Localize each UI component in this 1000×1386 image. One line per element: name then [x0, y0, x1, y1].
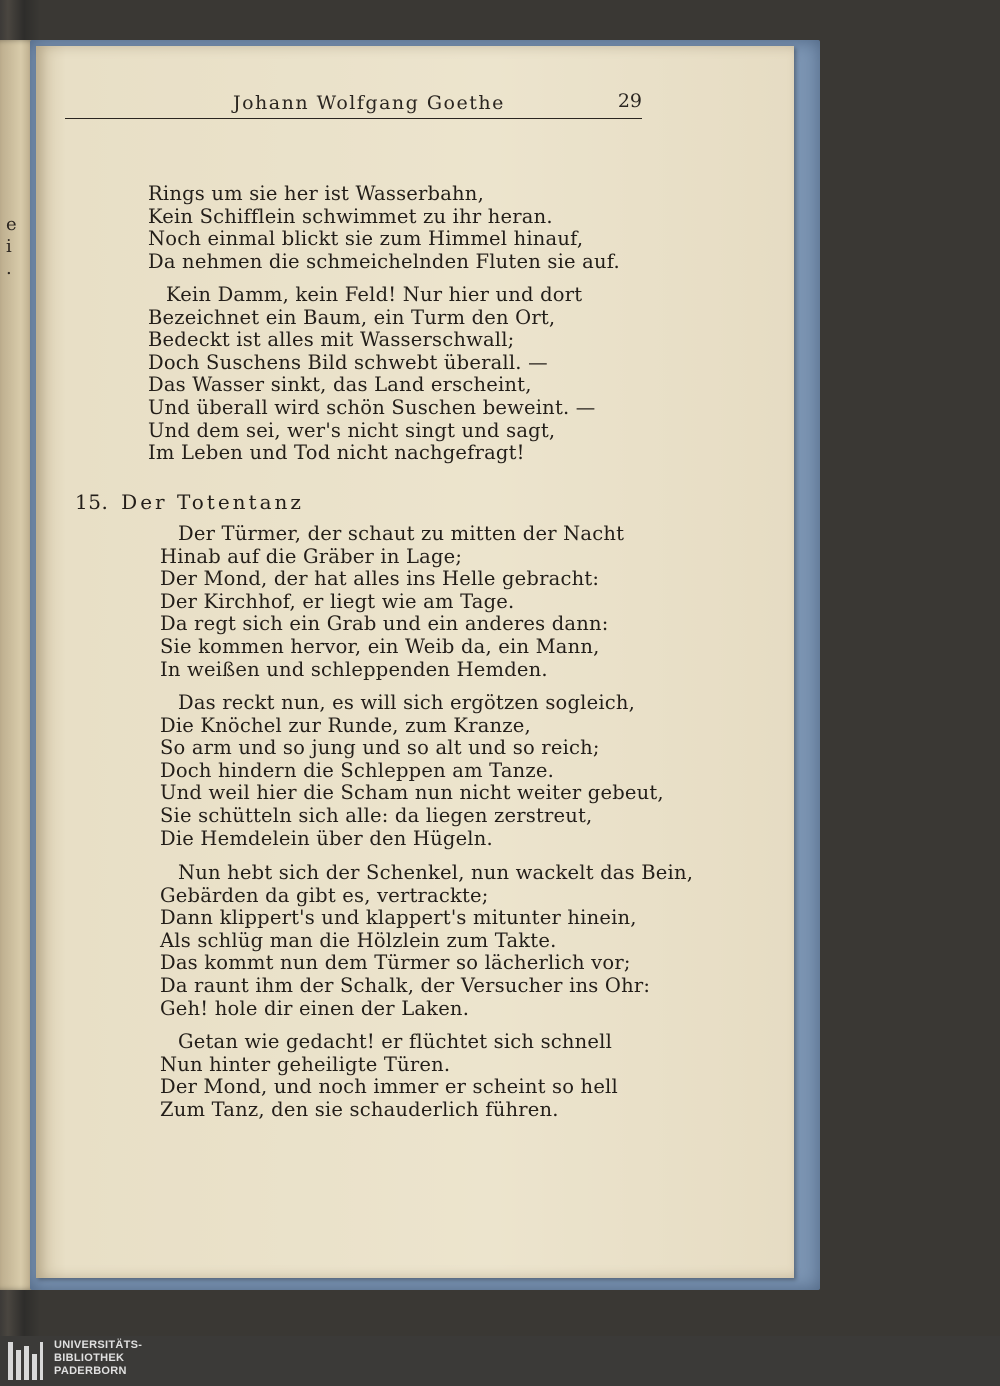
poem-one-stanza-1: [148, 183, 620, 273]
left-page-fragment: i: [6, 236, 12, 257]
verse-line: Geh! hole dir einen der Laken.: [160, 996, 470, 1020]
verse-line: Bedeckt ist alles mit Wasserschwall;: [148, 328, 515, 352]
verse-line: Das Wasser sinkt, das Land erscheint,: [148, 373, 532, 397]
library-bars-icon: [6, 1340, 46, 1382]
library-name-line: PADERBORN: [54, 1365, 127, 1377]
verse-line: Sie schütteln sich alle: da liegen zerstreut,: [160, 803, 593, 827]
poem-two-stanza-2: [160, 692, 664, 850]
verse-line: Doch Suschens Bild schwebt überall. —: [148, 350, 548, 374]
verse-line: Kein Damm, kein Feld! Nur hier und dort: [166, 283, 583, 306]
verse-line: Nun hinter geheiligte Türen.: [160, 1052, 451, 1076]
verse-line: Dann klippert's und klappert's mitunter hinein,: [160, 906, 637, 930]
verse-line: Kein Schifflein schwimmet zu ihr heran.: [148, 204, 553, 228]
verse-line: Zum Tanz, den sie schauderlich führen.: [160, 1097, 559, 1121]
poem-heading: [75, 490, 304, 514]
library-name-line: BIBLIOTHEK: [54, 1352, 125, 1364]
verse-line: Getan wie gedacht! er flüchtet sich schnell: [178, 1030, 613, 1053]
left-page-fragment: .: [6, 258, 12, 279]
verse-line: Die Knöchel zur Runde, zum Kranze,: [160, 713, 531, 737]
running-title: Johann Wolfgang Goethe: [233, 92, 505, 114]
verse-line: Noch einmal blickt sie zum Himmel hinauf,: [148, 227, 584, 251]
verse-line: Nun hebt sich der Schenkel, nun wackelt das Bein,: [178, 861, 694, 884]
poem-one-stanza-2: [148, 284, 595, 465]
verse-line: Die Hemdelein über den Hügeln.: [160, 826, 493, 850]
verse-line: Der Türmer, der schaut zu mitten der Nacht: [178, 522, 625, 545]
verse-line: Der Kirchhof, er liegt wie am Tage.: [160, 589, 515, 613]
verse-line: Der Mond, der hat alles ins Helle gebracht:: [160, 567, 600, 591]
verse-line: Rings um sie her ist Wasserbahn,: [148, 182, 484, 205]
verse-line: Und weil hier die Scham nun nicht weiter gebeut,: [160, 781, 664, 805]
verse-line: Hinab auf die Gräber in Lage;: [160, 544, 463, 568]
library-name: [54, 1339, 142, 1378]
left-page-fragment: e: [6, 214, 17, 235]
poem-two-stanza-3: [160, 862, 693, 1020]
verse-line: Das reckt nun, es will sich ergötzen sogleich,: [178, 691, 636, 714]
running-head: [65, 92, 642, 119]
verse-line: Als schlüg man die Hölzlein zum Takte.: [160, 928, 557, 952]
verse-line: Im Leben und Tod nicht nachgefragt!: [148, 441, 525, 465]
verse-line: Bezeichnet ein Baum, ein Turm den Ort,: [148, 305, 556, 329]
verse-line: Der Mond, und noch immer er scheint so hell: [160, 1075, 618, 1099]
verse-line: Und überall wird schön Suschen beweint. —: [148, 395, 596, 419]
verse-line: Da nehmen die schmeichelnden Fluten sie auf.: [148, 249, 620, 273]
poem-two-stanza-1: [160, 523, 624, 681]
verse-line: Und dem sei, wer's nicht singt und sagt,: [148, 418, 556, 442]
library-name-line: UNIVERSITÄTS-: [54, 1339, 143, 1351]
verse-line: Da raunt ihm der Schalk, der Versucher ins Ohr:: [160, 973, 651, 997]
verse-line: Doch hindern die Schleppen am Tanze.: [160, 758, 555, 782]
library-footer: [0, 1336, 1000, 1386]
poem-two-stanza-4: [160, 1031, 618, 1121]
verse-line: So arm und so jung und so alt und so reich;: [160, 736, 600, 760]
verse-line: Gebärden da gibt es, vertrackte;: [160, 883, 489, 907]
poem-title: Der Totentanz: [121, 490, 304, 514]
verse-line: Da regt sich ein Grab und ein anderes dann:: [160, 612, 609, 636]
page-number: 29: [617, 90, 642, 112]
verse-line: Das kommt nun dem Türmer so lächerlich vor;: [160, 951, 631, 975]
verse-line: In weißen und schleppenden Hemden.: [160, 657, 548, 681]
verse-line: Sie kommen hervor, ein Weib da, ein Mann,: [160, 634, 600, 658]
poem-number: 15.: [75, 490, 109, 514]
